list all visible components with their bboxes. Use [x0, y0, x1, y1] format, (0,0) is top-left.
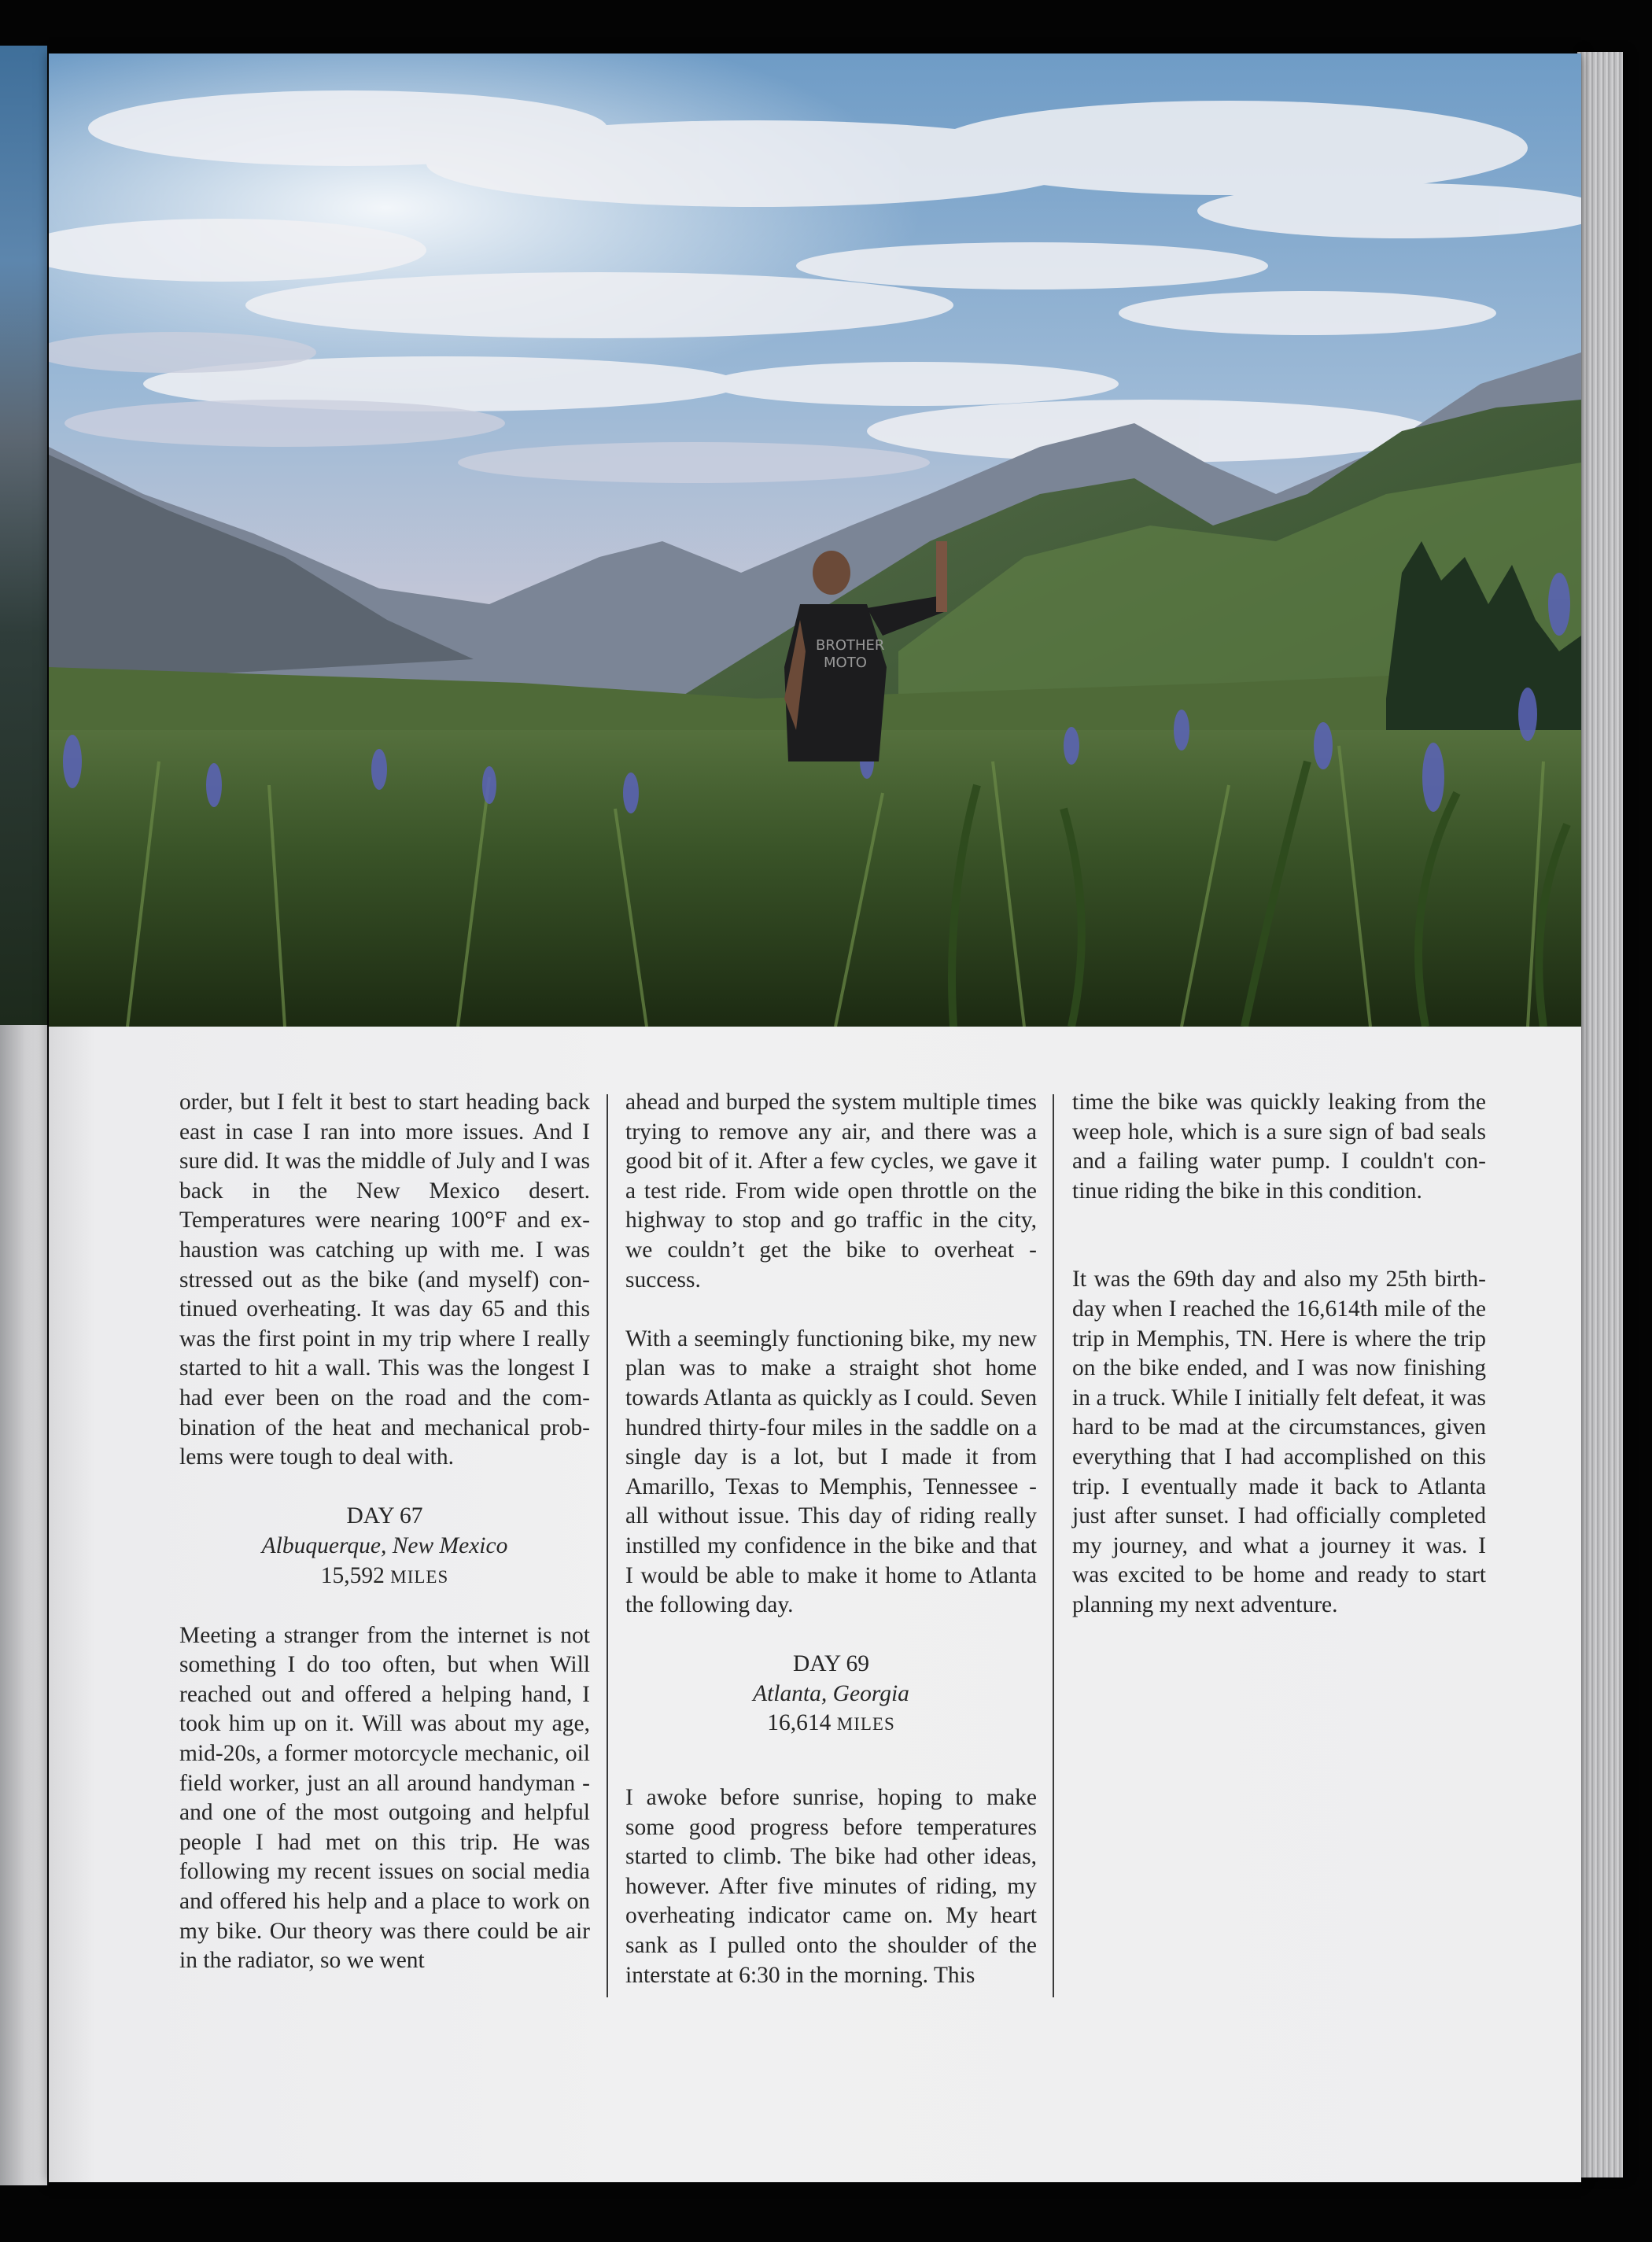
miles-unit: MILES: [390, 1566, 449, 1587]
page-stack-edges: [1577, 52, 1623, 2177]
photo-illustration: [49, 53, 1581, 1027]
miles-number: 15,592: [320, 1562, 385, 1588]
svg-text:MOTO: MOTO: [824, 655, 867, 671]
paragraph: I awoke before sunrise, hoping to make some good progress before temperatures started to climb. The bike had other ideas, however. After five minutes of riding, my overheating indicator came on. My heart sank as I pulled onto the shoulder of the interstate at 6:30 in the morning. This: [625, 1785, 1037, 1988]
paragraph: Meeting a stranger from the internet is not something I do too often, but when Will reached out and offered a helping hand, I took him up on it. Will was about my age, mid-20s, a former motorcycle mechanic, oil field worker, just an all around handyman - and one of the most outgoing and helpful people I had met on this trip. He was following my recent issues on social media and offered his help and a place to work on my bike. Our theory was there could be air in the radiator, so we went: [179, 1622, 590, 1974]
location-name: Atlanta, Georgia: [753, 1680, 909, 1706]
paragraph: With a seemingly functioning bike, my new plan was to make a straight shot home towards Atlanta as quickly as I could. Seven hundred thirty-four miles in the saddle on a single day is a lot, but I made it from Amarillo, Texas to Memphis, Tennessee - all without issue. This day of riding really instilled my confidence in the bike and that I would be able to make it home to Atlanta the following day.: [625, 1326, 1037, 1618]
text-column-3: [1072, 1088, 1486, 1621]
day-heading: DAY 69: [793, 1651, 869, 1677]
day-location: [625, 1680, 1037, 1709]
miles-unit: MILES: [836, 1714, 895, 1735]
day-location: [179, 1532, 590, 1562]
column-rule-left: [607, 1094, 608, 1997]
facing-page-photo-sliver: [0, 46, 47, 1025]
day-heading: DAY 67: [346, 1503, 423, 1529]
text-column-1: [179, 1088, 590, 1976]
mountain-meadow-photo: [49, 53, 1581, 1027]
day-mileage: [179, 1562, 590, 1592]
paragraph: time the bike was quickly leaking from the weep hole, which is a sure sign of bad seals and a failing water pump. I couldn't continue riding the bike in this condition.: [1072, 1090, 1486, 1204]
day-mileage: [625, 1709, 1037, 1739]
location-name: Albuquerque, New Mexico: [261, 1532, 508, 1558]
svg-text:BROTHER: BROTHER: [816, 637, 885, 654]
column-rule-right: [1053, 1094, 1054, 1997]
miles-number: 16,614: [767, 1710, 832, 1736]
text-column-2: [625, 1088, 1037, 1990]
paragraph: It was the 69th day and also my 25th birthday when I reached the 16,614th mile of the trip in Memphis, TN. Here is where the trip on the bike ended, and I was now finishing in a truck. While I initially felt defeat, it was hard to be mad at the circumstances, given everything that I had accomplished on this trip. I eventually made it back to Atlanta just after sunset. I had officially completed my journey, and what a journey it was. I was excited to be home and ready to start planning my next adventure.: [1072, 1267, 1486, 1617]
paragraph: ahead and burped the system multiple times trying to remove any air, and there was a good bit of it. After a few cycles, we gave it a test ride. From wide open throttle on the highway to stop and go traffic in the city, we couldn’t get the bike to overheat - success.: [625, 1090, 1037, 1292]
paragraph: order, but I felt it best to start heading back east in case I ran into more issues. And I sure did. It was the middle of July and I was back in the New Mexico desert. Temperatures were nearing 100°F and exhaustion was catching up with me. I was stressed out as the bike (and myself) continued overheating. It was day 65 and this was the first point in my trip where I really started to hit a wall. This was the longest I had ever been on the road and the combination of the heat and mechanical problems were tough to deal with.: [179, 1090, 590, 1470]
